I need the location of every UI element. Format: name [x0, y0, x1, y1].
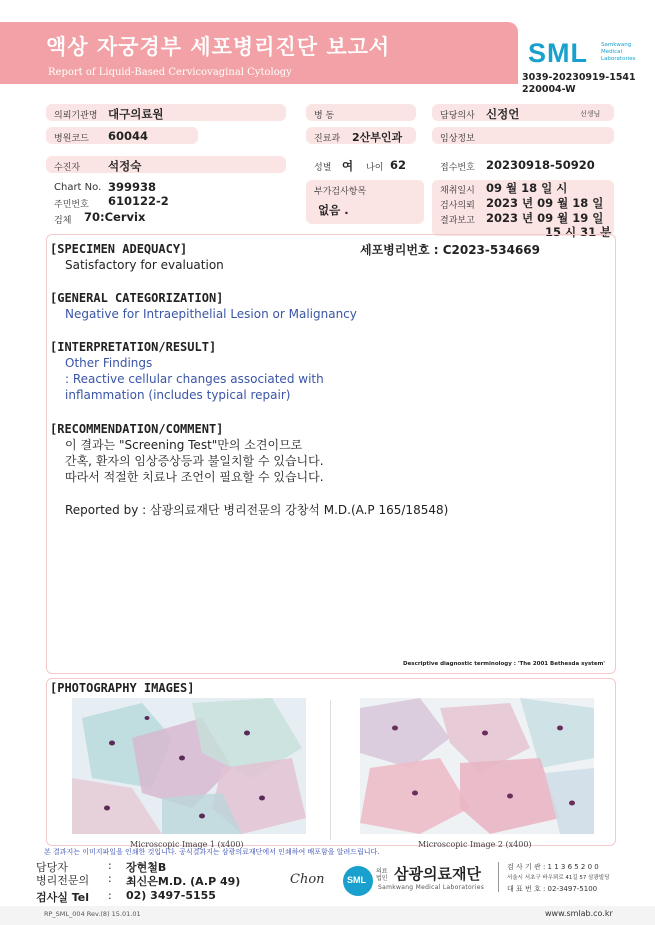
interpretation-line-1: Other Findings [65, 356, 153, 370]
reported-by: Reported by : 삼광의료재단 병리전문의 강창석 M.D.(A.P 165/18548) [65, 503, 449, 517]
org-info-line-3: 대 표 번 호 : 02-3497-5100 [507, 885, 598, 893]
sml-logo-subtext: Samkwang Medical Laboratories [601, 42, 636, 62]
interpretation-line-3: inflammation (includes typical repair) [65, 388, 291, 402]
specimen-value: 70:Cervix [84, 210, 146, 224]
report-subtitle: Report of Liquid-Based Cervicovaginal Cytology [48, 67, 292, 78]
category-text: Negative for Intraepithelial Lesion or Malignancy [65, 307, 357, 321]
collect-date-value: 09 월 18 일 시 [486, 181, 568, 195]
lab-tel-value: 02) 3497-5155 [126, 889, 216, 902]
org-divider [498, 862, 499, 892]
pathologist-colon: : [108, 872, 112, 885]
print-notice: 본 결과지는 이미지파일을 인쇄한 것입니다. 공식결과지는 삼광의료재단에서 인쇄하여 배포함을 알려드립니다. [44, 848, 380, 856]
dept-label: 진료과 [314, 134, 341, 144]
resident-no-label: 주민번호 [54, 200, 89, 210]
hospital-code-label: 병원코드 [54, 134, 89, 144]
interpretation-heading: [INTERPRETATION/RESULT] [50, 340, 217, 354]
org-logo-icon: SML [343, 866, 373, 896]
manager-label: 담당자 [36, 861, 68, 874]
org-info [507, 862, 609, 895]
manager-colon: : [108, 859, 112, 872]
manager-value: 장현철B [126, 861, 167, 874]
org-prefix: 의료법인 [376, 868, 388, 882]
institution-value: 대구의료원 [108, 107, 164, 121]
photography-heading: [PHOTOGRAPHY IMAGES] [50, 681, 195, 695]
image-1-caption: Microscopic Image 1 (x400) [130, 840, 244, 849]
doctor-suffix: 선생님 [580, 110, 601, 118]
org-name: 삼광의료재단 [394, 865, 481, 883]
ward-label: 병 동 [314, 111, 335, 121]
recommendation-line-2: 간혹, 환자의 임상증상등과 불일치할 수 있습니다. [65, 454, 324, 468]
sex-label: 성별 [314, 163, 332, 173]
cytology-number: 세포병리번호 : C2023-534669 [360, 243, 540, 257]
lab-tel-colon: : [108, 889, 112, 902]
specimen-label: 검체 [54, 216, 72, 226]
request-date-value: 2023 년 09 월 18 일 [486, 196, 604, 210]
chart-no-label: Chart No. [54, 182, 102, 193]
extra-test-value: 없음 . [318, 203, 349, 217]
recommendation-heading: [RECOMMENDATION/COMMENT] [50, 422, 224, 436]
org-info-line-1: 검 사 기 관 : 1 1 3 6 5 2 0 0 [507, 863, 599, 871]
hospital-code-value: 60044 [108, 129, 149, 143]
report-id-line-1: 3039-20230919-1541 [522, 72, 636, 83]
terminology-note: Descriptive diagnostic terminology : 'The 2001 Bethesda system' [403, 661, 605, 667]
pathologist-signature: Chon [290, 872, 325, 887]
category-heading: [GENERAL CATEGORIZATION] [50, 291, 224, 305]
org-english-name: Samkwang Medical Laboratories [378, 884, 485, 891]
image-2-caption: Microscopic Image 2 (x400) [418, 840, 532, 849]
receipt-value: 20230918-50920 [486, 158, 595, 172]
patient-value: 석정숙 [108, 159, 142, 173]
request-date-label: 검사의뢰 [440, 201, 475, 211]
resident-no-value: 610122-2 [108, 194, 169, 208]
pathologist-label: 병리전문의 [36, 874, 90, 887]
age-value: 62 [390, 158, 407, 172]
lab-tel-label: 검사실 Tel [36, 891, 89, 904]
recommendation-line-3: 따라서 적절한 치료나 조언이 필요할 수 있습니다. [65, 470, 324, 484]
microscopic-image-1 [72, 698, 306, 834]
dept-value: 2산부인과 [352, 131, 403, 144]
report-id [522, 72, 636, 96]
collect-date-label: 채취일시 [440, 186, 475, 196]
website: www.smlab.co.kr [545, 909, 613, 918]
sml-logo: SML [528, 38, 588, 68]
chart-no-value: 399938 [108, 180, 157, 194]
clinical-info-label: 임상정보 [440, 134, 475, 144]
report-title: 액상 자궁경부 세포병리진단 보고서 [46, 35, 391, 59]
form-id: RP_SML_004 Rev.(8) 15.01.01 [44, 910, 141, 918]
pathologist-value: 최신은M.D. (A.P 49) [126, 875, 241, 888]
recommendation-line-1: 이 결과는 "Screening Test"만의 소견이므로 [65, 438, 303, 452]
result-date-value: 2023 년 09 월 19 일 [486, 211, 604, 225]
institution-label: 의뢰기관명 [54, 111, 98, 121]
sex-value: 여 [342, 159, 354, 173]
age-label: 나이 [366, 163, 384, 173]
doctor-label: 담당의사 [440, 111, 475, 121]
doctor-value: 신정언 [486, 107, 520, 121]
patient-field [46, 156, 286, 173]
report-id-line-2: 220004-W [522, 84, 576, 95]
adequacy-heading: [SPECIMEN ADEQUACY] [50, 242, 188, 256]
result-date-label: 결과보고 [440, 216, 475, 226]
patient-label: 수진자 [54, 163, 81, 173]
result-time-value: 15 시 31 분 [545, 225, 612, 239]
org-info-line-2: 서울시 서초구 바우뫼로 41길 57 삼광빌딩 [507, 875, 610, 881]
adequacy-text: Satisfactory for evaluation [65, 258, 224, 272]
microscopic-image-2 [360, 698, 594, 834]
receipt-label: 접수번호 [440, 163, 475, 173]
photo-divider [330, 700, 331, 840]
extra-test-label: 부가검사항목 [314, 187, 367, 197]
interpretation-line-2: : Reactive cellular changes associated with [65, 372, 324, 386]
